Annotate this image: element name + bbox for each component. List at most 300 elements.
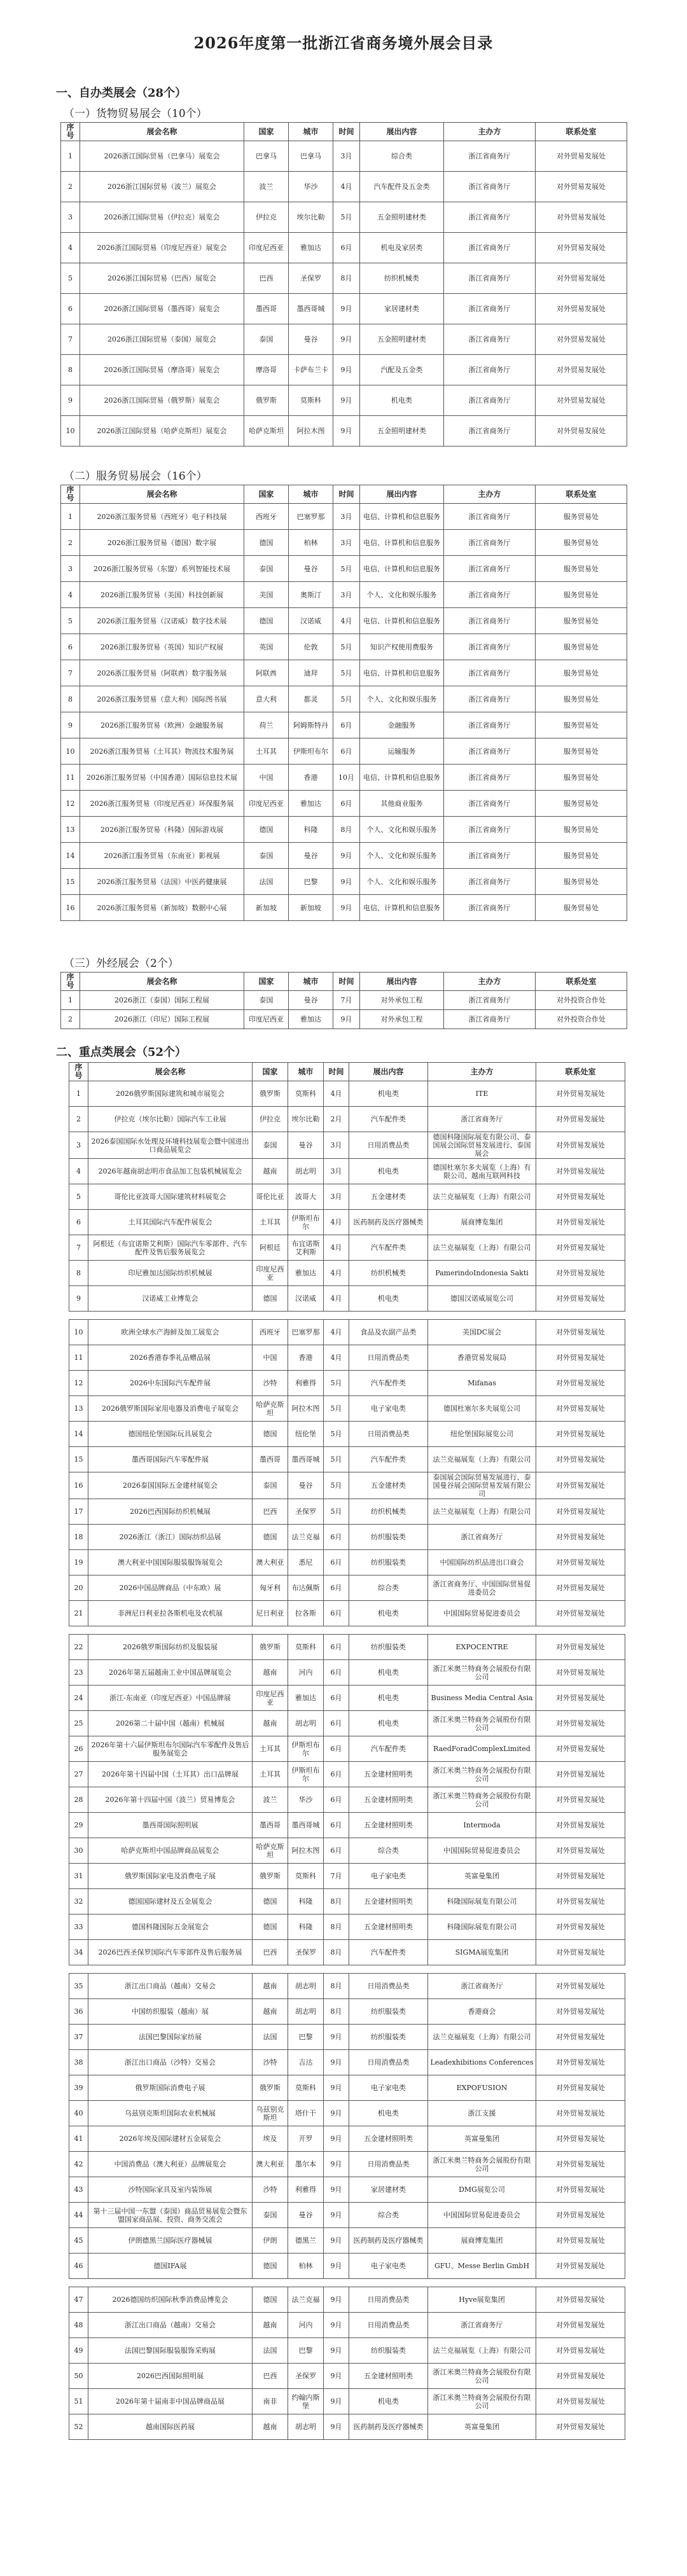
cell-contact: 服务贸易处: [536, 817, 627, 843]
cell-name: 德国国际建材及五金展览会: [88, 1889, 253, 1915]
cell-city: 伊斯坦布尔: [288, 1210, 324, 1235]
cell-name: 浙江出口商品（越南）交易会: [88, 1974, 253, 1999]
cell-name: 2026浙江国际贸易（巴拿马）展览会: [80, 141, 244, 172]
cell-seq: 1: [69, 1081, 88, 1107]
cell-organizer: 浙江省商务厅: [444, 895, 536, 921]
cell-name: 欧洲全球水产海鲜及加工展览会: [88, 1320, 253, 1345]
cell-name: 2026俄罗斯国际家用电器及消费电子展览会: [88, 1396, 253, 1422]
cell-country: 泰国: [253, 1472, 288, 1499]
cell-seq: 33: [69, 1915, 88, 1940]
cell-name: 土耳其国际汽车配件展览会: [88, 1210, 253, 1235]
cell-content: 日用消费品类: [349, 2050, 428, 2075]
cell-country: 匈牙利: [253, 1575, 288, 1601]
cell-content: 电子家电类: [349, 1396, 428, 1422]
cell-country: 德国: [244, 608, 289, 634]
cell-contact: 对外贸易发展处: [536, 172, 627, 202]
cell-time: 6月: [324, 1635, 349, 1660]
cell-content: 纺织服装类: [349, 1999, 428, 2025]
cell-content: 医药制药及医疗器械类: [349, 1210, 428, 1235]
column-header-seq: 序号: [61, 485, 80, 504]
cell-time: 6月: [324, 1711, 349, 1736]
cell-contact: 对外贸易发展处: [536, 2126, 625, 2152]
cell-country: 哈萨克斯坦: [244, 416, 289, 447]
cell-seq: 1: [61, 141, 80, 172]
cell-country: 越南: [253, 1660, 288, 1686]
cell-content: 个人、文化和娱乐服务: [360, 686, 444, 712]
cell-name: 2026浙江服务贸易（科隆）国际游戏展: [80, 817, 244, 843]
cell-country: 泰国: [244, 556, 289, 582]
cell-city: 科隆: [289, 817, 333, 843]
cell-city: 曼谷: [288, 1472, 324, 1499]
cell-organizer: 浙江省商务厅: [444, 530, 536, 556]
cell-name: 德国科隆国际五金展览会: [88, 1915, 253, 1940]
cell-seq: 13: [69, 1396, 88, 1422]
cell-seq: 7: [61, 660, 80, 686]
column-header-city: 城市: [288, 1063, 324, 1081]
cell-seq: 4: [61, 582, 80, 608]
table-row: [61, 233, 627, 263]
cell-organizer: GFU、Messe Berlin GmbH: [428, 2254, 536, 2279]
cell-city: 河内: [288, 1660, 324, 1686]
cell-contact: 对外贸易发展处: [536, 1525, 625, 1550]
cell-organizer: 浙江省商务厅: [444, 843, 536, 869]
cell-time: 6月: [324, 1601, 349, 1626]
table-row: [61, 202, 627, 233]
cell-country: 新加坡: [244, 895, 289, 921]
cell-contact: 对外贸易发展处: [536, 1915, 625, 1940]
cell-organizer: 浙江省商务厅: [444, 385, 536, 416]
cell-name: 2026浙江服务贸易（西班牙）电子科技展: [80, 504, 244, 530]
cell-content: 其他商业服务: [360, 791, 444, 817]
cell-seq: 1: [61, 504, 80, 530]
cell-contact: 对外贸易发展处: [536, 2389, 625, 2414]
column-header-name: 展会名称: [88, 1063, 253, 1081]
cell-city: 曼谷: [289, 556, 333, 582]
header-row: [61, 123, 627, 141]
cell-contact: 服务贸易处: [536, 634, 627, 660]
table-row: [61, 324, 627, 355]
table-row: [69, 1999, 625, 2025]
cell-country: 尼日利亚: [253, 1601, 288, 1626]
column-header-name: 展会名称: [80, 123, 244, 141]
cell-country: 德国: [253, 1525, 288, 1550]
cell-city: 开罗: [288, 2126, 324, 2152]
cell-contact: 对外贸易发展处: [536, 355, 627, 385]
cell-country: 澳大利亚: [253, 1550, 288, 1575]
cell-country: 伊拉克: [253, 1107, 288, 1132]
cell-content: 五金建材照明类: [349, 2126, 428, 2152]
cell-country: 印度尼西亚: [253, 1686, 288, 1711]
cell-time: 8月: [324, 1974, 349, 1999]
table-row: [61, 634, 627, 660]
table-row: [69, 1974, 625, 1999]
cell-city: 纽伦堡: [288, 1422, 324, 1447]
cell-country: 哈萨克斯坦: [253, 1396, 288, 1422]
cell-time: 3月: [333, 504, 360, 530]
cell-city: 汉诺威: [288, 1286, 324, 1312]
cell-contact: 服务贸易处: [536, 582, 627, 608]
cell-city: 巴塞罗那: [289, 504, 333, 530]
cell-contact: 对外贸易发展处: [536, 1081, 625, 1107]
cell-contact: 对外贸易发展处: [536, 1864, 625, 1889]
table-row: [61, 686, 627, 712]
cell-contact: 对外贸易发展处: [536, 1396, 625, 1422]
cell-contact: 对外贸易发展处: [536, 233, 627, 263]
cell-city: 柏林: [288, 2254, 324, 2279]
cell-content: 纺织服装类: [349, 2338, 428, 2364]
cell-organizer: 法兰克福展览（上海）有限公司: [428, 1235, 536, 1261]
cell-city: 香港: [289, 765, 333, 791]
cell-name: 2026浙江服务贸易（阿联酋）数字服务展: [80, 660, 244, 686]
cell-name: 2026浙江（浙江）国际纺织品展: [88, 1525, 253, 1550]
column-header-city: 城市: [289, 973, 333, 991]
cell-organizer: 浙江米奥兰特商务会展股份有限公司: [428, 2152, 536, 2177]
cell-city: 伊斯坦布尔: [288, 1736, 324, 1762]
cell-time: 9月: [324, 2126, 349, 2152]
cell-contact: 对外贸易发展处: [536, 385, 627, 416]
cell-content: 金融服务: [360, 712, 444, 738]
cell-time: 3月: [324, 1159, 349, 1184]
cell-contact: 服务贸易处: [536, 791, 627, 817]
cell-time: 4月: [324, 1081, 349, 1107]
cell-content: 机电类: [349, 1660, 428, 1686]
table-row: [61, 172, 627, 202]
economic-exhibition-table: [60, 972, 627, 1029]
cell-time: 6月: [324, 1838, 349, 1864]
cell-content: 综合类: [349, 1575, 428, 1601]
cell-time: 9月: [324, 2313, 349, 2338]
cell-city: 曼谷: [288, 2203, 324, 2228]
table-row: [69, 1184, 625, 1210]
subsection-heading-economic: （三）外经展会（2个）: [64, 957, 179, 970]
cell-seq: 9: [69, 1286, 88, 1312]
cell-country: 伊朗: [253, 2228, 288, 2254]
cell-seq: 50: [69, 2364, 88, 2389]
table-row: [69, 1838, 625, 1864]
cell-time: 9月: [324, 2177, 349, 2203]
table-row: [69, 2101, 625, 2126]
cell-country: 巴拿马: [244, 141, 289, 172]
cell-city: 伊斯坦布尔: [289, 738, 333, 765]
cell-city: 莫斯科: [288, 1081, 324, 1107]
cell-seq: 8: [61, 355, 80, 385]
cell-contact: 对外贸易发展处: [536, 2025, 625, 2050]
cell-time: 8月: [324, 1889, 349, 1915]
column-header-country: 国家: [253, 1063, 288, 1081]
cell-name: 2026浙江服务贸易（意大利）国际图书展: [80, 686, 244, 712]
cell-organizer: 浙江省商务厅: [444, 791, 536, 817]
cell-name: 俄罗斯国际消费电子展: [88, 2075, 253, 2101]
cell-country: 越南: [253, 2313, 288, 2338]
cell-content: 五金建材照明类: [349, 1787, 428, 1813]
cell-city: 伊斯坦布尔: [288, 1762, 324, 1787]
cell-city: 莫斯科: [288, 1864, 324, 1889]
cell-organizer: 德国科隆国际展览有限公司、泰国展会国际贸易发展进行、泰国展会: [428, 1132, 536, 1159]
cell-city: 雅加达: [288, 1261, 324, 1286]
cell-organizer: 科隆国际展览有限公司: [428, 1889, 536, 1915]
cell-seq: 46: [69, 2254, 88, 2279]
cell-contact: 服务贸易处: [536, 686, 627, 712]
cell-name: 2026浙江服务贸易（汉诺威）数字技术展: [80, 608, 244, 634]
cell-contact: 对外贸易发展处: [536, 1261, 625, 1286]
cell-seq: 6: [61, 634, 80, 660]
cell-country: 德国: [253, 2254, 288, 2279]
cell-country: 巴西: [244, 263, 289, 294]
cell-content: 汽车配件类: [349, 1736, 428, 1762]
cell-seq: 19: [69, 1550, 88, 1575]
cell-time: 4月: [324, 1345, 349, 1371]
cell-content: 纺织服装类: [349, 1525, 428, 1550]
cell-country: 土耳其: [244, 738, 289, 765]
cell-contact: 对外贸易发展处: [536, 2313, 625, 2338]
table-row: [61, 765, 627, 791]
cell-country: 哥伦比亚: [253, 1184, 288, 1210]
table-row: [69, 2177, 625, 2203]
cell-name: 2026年第十四届中国（土耳其）出口品牌展: [88, 1762, 253, 1787]
cell-seq: 38: [69, 2050, 88, 2075]
cell-name: 浙江-东南亚（印度尼西亚）中国品牌展: [88, 1686, 253, 1711]
cell-content: 医药制药及医疗器械类: [349, 2228, 428, 2254]
cell-name: 2026浙江服务贸易（中国香港）国际信息技术展: [80, 765, 244, 791]
cell-country: 俄罗斯: [253, 1081, 288, 1107]
cell-city: 新加坡: [289, 895, 333, 921]
cell-organizer: 浙江省商务厅: [444, 416, 536, 447]
cell-content: 汽车配件类: [349, 1371, 428, 1396]
table-row: [69, 1940, 625, 1965]
cell-organizer: 浙江省商务厅: [444, 869, 536, 895]
cell-content: 汽车配件类: [349, 1447, 428, 1472]
cell-time: 5月: [324, 1422, 349, 1447]
cell-country: 越南: [253, 1999, 288, 2025]
table-row: [69, 1762, 625, 1787]
cell-name: 2026浙江国际贸易（墨西哥）展览会: [80, 294, 244, 324]
cell-country: 印度尼西亚: [253, 1261, 288, 1286]
cell-content: 综合类: [349, 1838, 428, 1864]
cell-country: 沙特: [253, 2050, 288, 2075]
cell-seq: 37: [69, 2025, 88, 2050]
cell-organizer: 中国国际贸易促进委员会: [428, 2203, 536, 2228]
cell-organizer: 美国DC展会: [428, 1320, 536, 1345]
table-row: [69, 1686, 625, 1711]
cell-time: 9月: [324, 2152, 349, 2177]
cell-name: 2026浙江服务贸易（法国）中医药健康展: [80, 869, 244, 895]
cell-country: 墨西哥: [253, 1447, 288, 1472]
cell-organizer: Leadexhibitions Conferences: [428, 2050, 536, 2075]
service-trade-table: [60, 485, 627, 921]
table-row: [61, 869, 627, 895]
cell-content: 个人、文化和娱乐服务: [360, 843, 444, 869]
cell-time: 5月: [333, 686, 360, 712]
table-row: [69, 1550, 625, 1575]
cell-organizer: 浙江省商务厅: [444, 141, 536, 172]
cell-time: 9月: [324, 2414, 349, 2440]
cell-time: 10月: [333, 765, 360, 791]
cell-contact: 服务贸易处: [536, 556, 627, 582]
cell-name: 2026中东国际汽车配件展: [88, 1371, 253, 1396]
cell-name: 墨西哥国际照明展: [88, 1813, 253, 1838]
cell-organizer: 浙江省商务厅: [444, 294, 536, 324]
cell-contact: 对外贸易发展处: [536, 1787, 625, 1813]
table-row: [69, 1575, 625, 1601]
cell-organizer: 英富曼集团: [428, 2414, 536, 2440]
cell-seq: 20: [69, 1575, 88, 1601]
cell-country: 沙特: [253, 1371, 288, 1396]
cell-country: 波兰: [244, 172, 289, 202]
column-header-content: 展出内容: [360, 123, 444, 141]
cell-content: 纺织机械类: [360, 263, 444, 294]
column-header-seq: 序号: [69, 1063, 88, 1081]
cell-time: 5月: [324, 1447, 349, 1472]
cell-city: 巴拿马: [289, 141, 333, 172]
cell-content: 电子家电类: [349, 2075, 428, 2101]
cell-time: 9月: [333, 416, 360, 447]
cell-country: 澳大利亚: [253, 2152, 288, 2177]
table-row: [69, 1320, 625, 1345]
cell-city: 波哥大: [288, 1184, 324, 1210]
cell-contact: 对外贸易发展处: [536, 1686, 625, 1711]
cell-city: 都灵: [289, 686, 333, 712]
cell-organizer: 法兰克福展览（上海）有限公司: [428, 2025, 536, 2050]
cell-country: 德国: [244, 817, 289, 843]
cell-city: 胡志明: [288, 1711, 324, 1736]
cell-organizer: 法兰克福展览（上海）有限公司: [428, 2338, 536, 2364]
cell-seq: 16: [69, 1472, 88, 1499]
table-row: [69, 1210, 625, 1235]
cell-content: 五金照明建材类: [360, 416, 444, 447]
cell-seq: 2: [61, 1010, 80, 1029]
cell-contact: 对外贸易发展处: [536, 1974, 625, 1999]
cell-name: 2026年第十六届伊斯坦布尔国际汽车零配件及售后服务展览会: [88, 1736, 253, 1762]
cell-city: 雅加达: [289, 1010, 333, 1029]
cell-time: 5月: [324, 1472, 349, 1499]
cell-contact: 对外贸易发展处: [536, 1838, 625, 1864]
cell-organizer: 浙江省商务厅: [444, 355, 536, 385]
cell-seq: 3: [61, 556, 80, 582]
cell-time: 6月: [333, 738, 360, 765]
cell-name: 德国IFA展: [88, 2254, 253, 2279]
cell-content: 个人、文化和娱乐服务: [360, 817, 444, 843]
cell-country: 南非: [253, 2389, 288, 2414]
cell-country: 埃及: [253, 2126, 288, 2152]
cell-content: 汽车配件类: [349, 1235, 428, 1261]
table-row: [69, 1447, 625, 1472]
cell-name: 2026浙江服务贸易（印度尼西亚）环保服务展: [80, 791, 244, 817]
cell-contact: 对外贸易发展处: [536, 1711, 625, 1736]
cell-seq: 40: [69, 2101, 88, 2126]
cell-country: 德国: [253, 1915, 288, 1940]
cell-contact: 对外贸易发展处: [536, 1447, 625, 1472]
cell-content: 汽车配件类: [349, 1940, 428, 1965]
cell-name: 2026浙江国际贸易（印度尼西亚）展览会: [80, 233, 244, 263]
cell-time: 8月: [333, 263, 360, 294]
table-row: [69, 2313, 625, 2338]
cell-organizer: 浙江省商务厅: [444, 582, 536, 608]
cell-time: 4月: [324, 1320, 349, 1345]
cell-organizer: 浙江省商务厅: [444, 738, 536, 765]
cell-seq: 6: [69, 1210, 88, 1235]
cell-city: 莫斯科: [288, 2075, 324, 2101]
cell-city: 巴黎: [288, 2025, 324, 2050]
cell-seq: 7: [61, 324, 80, 355]
cell-contact: 服务贸易处: [536, 660, 627, 686]
column-header-city: 城市: [289, 485, 333, 504]
table-row: [61, 660, 627, 686]
cell-seq: 23: [69, 1660, 88, 1686]
cell-contact: 对外贸易发展处: [536, 1184, 625, 1210]
table-row: [69, 1081, 625, 1107]
cell-city: 迪拜: [289, 660, 333, 686]
cell-content: 电子家电类: [349, 2254, 428, 2279]
column-header-country: 国家: [244, 123, 289, 141]
cell-content: 日用消费品类: [349, 2287, 428, 2313]
cell-name: 2026浙江服务贸易（德国）数字展: [80, 530, 244, 556]
cell-country: 泰国: [244, 843, 289, 869]
cell-name: 2026泰国国际水处理及环境科技展览会暨中国进出口商品展览会: [88, 1132, 253, 1159]
cell-city: 科隆: [288, 1889, 324, 1915]
cell-country: 德国: [253, 1286, 288, 1312]
cell-seq: 51: [69, 2389, 88, 2414]
cell-time: 8月: [324, 1915, 349, 1940]
cell-organizer: 浙江米奥兰特商务会展股份有限公司: [428, 2389, 536, 2414]
cell-contact: 服务贸易处: [536, 530, 627, 556]
table-row: [69, 2338, 625, 2364]
cell-country: 巴西: [253, 2364, 288, 2389]
cell-country: 阿根廷: [253, 1235, 288, 1261]
cell-organizer: 浙江省商务厅: [444, 324, 536, 355]
cell-content: 五金建材类: [349, 1184, 428, 1210]
cell-organizer: 中国国际贸易促进委员会: [428, 1838, 536, 1864]
column-header-city: 城市: [289, 123, 333, 141]
cell-time: 9月: [324, 2287, 349, 2313]
cell-city: 墨西哥城: [289, 294, 333, 324]
cell-content: 纺织机械类: [349, 1499, 428, 1525]
cell-country: 中国: [253, 1345, 288, 1371]
cell-country: 俄罗斯: [253, 1864, 288, 1889]
column-header-contact: 联系处室: [536, 485, 627, 504]
cell-name: 2026德国纺织国际秋季消费品博览会: [88, 2287, 253, 2313]
table-row: [69, 2126, 625, 2152]
cell-seq: 42: [69, 2152, 88, 2177]
cell-time: 4月: [324, 1286, 349, 1312]
cell-contact: 对外贸易发展处: [536, 1889, 625, 1915]
cell-contact: 服务贸易处: [536, 712, 627, 738]
cell-city: 阿拉木图: [288, 1396, 324, 1422]
cell-country: 土耳其: [253, 1762, 288, 1787]
cell-city: 圣保罗: [289, 263, 333, 294]
cell-organizer: DMG展览公司: [428, 2177, 536, 2203]
cell-time: 8月: [324, 1940, 349, 1965]
cell-name: 俄罗斯国际家电及消费电子展: [88, 1864, 253, 1889]
cell-contact: 对外贸易发展处: [536, 324, 627, 355]
cell-organizer: 德国杜塞尔多夫展览公司: [428, 1396, 536, 1422]
cell-time: 9月: [333, 895, 360, 921]
cell-time: 3月: [333, 582, 360, 608]
cell-contact: 对外贸易发展处: [536, 1210, 625, 1235]
cell-contact: 对外贸易发展处: [536, 1999, 625, 2025]
cell-name: 2026巴西国际纺织机械展: [88, 1499, 253, 1525]
cell-time: 6月: [324, 1813, 349, 1838]
cell-contact: 对外贸易发展处: [536, 2364, 625, 2389]
cell-contact: 服务贸易处: [536, 608, 627, 634]
table-row: [69, 1787, 625, 1813]
cell-name: 中国纺织服装（越南）展: [88, 1999, 253, 2025]
cell-seq: 47: [69, 2287, 88, 2313]
table-row: [69, 2287, 625, 2313]
cell-name: 2026浙江服务贸易（东南亚）影视展: [80, 843, 244, 869]
cell-content: 机电类: [349, 1601, 428, 1626]
cell-time: 9月: [324, 2075, 349, 2101]
cell-contact: 对外贸易发展处: [536, 1320, 625, 1345]
